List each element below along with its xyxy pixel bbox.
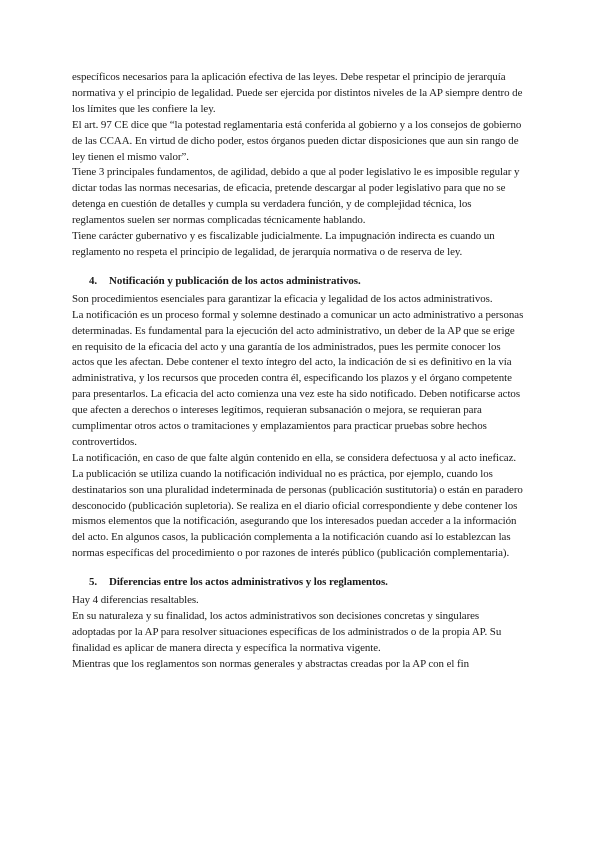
- paragraph: Mientras que los reglamentos son normas generales y abstractas creadas por la AP con el fin: [72, 657, 469, 670]
- paragraph: Tiene carácter gubernativo y es fiscalizable judicialmente. La impugnación indirecta es cuando un reglamento no respeta el principio de legalidad, de jerarquía normativa o de reserva de ley.: [72, 230, 495, 258]
- section-number: 5.: [89, 576, 98, 589]
- section-number: 4.: [89, 274, 98, 287]
- section-title: Notificación y publicación de los actos administrativos.: [109, 274, 361, 287]
- section-title: Diferencias entre los actos administrativos y los reglamentos.: [109, 576, 388, 589]
- paragraph: En su naturaleza y su finalidad, los actos administrativos son decisiones concretas y singulares adoptadas por la AP para resolver situaciones específicas de los administrados o de la propia AP. Su finalidad es aplicar de manera directa y específica la normativa vigente.: [72, 610, 502, 654]
- section-heading-4: [72, 274, 524, 290]
- paragraph: La publicación se utiliza cuando la notificación individual no es práctica, por ejemplo, cuando los destinatarios son una pluralidad indeterminada de personas (publicación sustitutoria) o están en paradero desconocido (publicación supletoria). Se realiza en el diario oficial correspondiente y debe contener los mismos elementos que la notificación, asegurando que los interesados puedan acceder a la información del acto. En algunos casos, la publicación complementa a la notificación cuando así lo establezcan las normas específicas del procedimiento o por razones de interés público (publicación complementaria).: [72, 467, 523, 560]
- paragraph: Tiene 3 principales fundamentos, de agilidad, debido a que al poder legislativo le es imposible regular y dictar todas las normas necesarias, de eficacia, pretende descargar al poder legislativo para que no se detenga en cuestión de detalles y cumpla su verdadera función, y de complejidad técnica, los reglamentos suelen ser normas complicadas técnicamente hablando.: [72, 166, 520, 227]
- document-body: [72, 70, 524, 673]
- section-heading-5: [72, 575, 524, 591]
- paragraph: Son procedimientos esenciales para garantizar la eficacia y legalidad de los actos administrativos.: [72, 292, 493, 305]
- paragraph: La notificación es un proceso formal y solemne destinado a comunicar un acto administrativo a personas determinadas. Es fundamental para la ejecución del acto administrativo, un deber de la AP que se erige en requisito de la eficacia del acto y una garantía de los administrados, pues les permite conocer los actos que les afectan. Debe contener el texto íntegro del acto, la indicación de si es definitivo en la vía administrativa, y los recursos que proceden contra él, especificando los plazos y el órgano competente para presentarlos. La eficacia del acto comienza una vez este ha sido notificado. Deben notificarse actos que afecten a derechos o intereses legítimos, requieran subsanación o mejora, se requieran para cumplimentar otros actos o tramitaciones y emplazamientos para practicar pruebas sobre hechos controvertidos.: [72, 308, 524, 448]
- paragraph: específicos necesarios para la aplicación efectiva de las leyes. Debe respetar el principio de jerarquía normativa y el principio de legalidad. Puede ser ejercida por distintos niveles de la AP siempre dentro de los límites que les confiere la ley.: [72, 71, 523, 115]
- paragraph: El art. 97 CE dice que “la potestad reglamentaria está conferida al gobierno y a los consejos de gobierno de las CCAA. En virtud de dicho poder, estos órganos pueden dictar disposiciones que aun sin rango de ley tienen el mismo valor”.: [72, 118, 522, 163]
- paragraph: Hay 4 diferencias resaltables.: [72, 594, 199, 607]
- paragraph: La notificación, en caso de que falte algún contenido en ella, se considera defectuosa y al acto ineficaz.: [72, 451, 517, 464]
